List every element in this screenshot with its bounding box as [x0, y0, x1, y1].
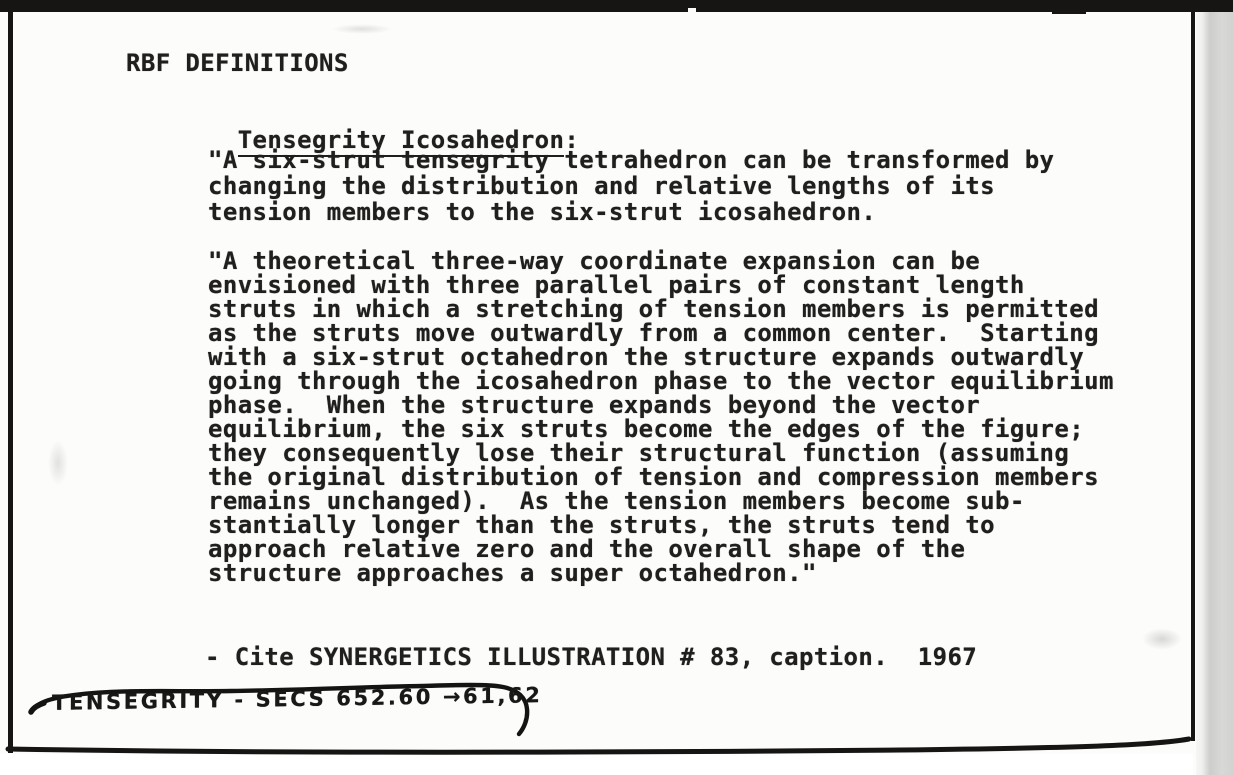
scan-margin [0, 754, 1193, 775]
citation-line: - Cite SYNERGETICS ILLUSTRATION # 83, caption. 1967 [205, 643, 978, 671]
section-title-underlined-text: Tensegrity Icosahedron [238, 126, 565, 157]
page-edge-shadow [1196, 0, 1233, 775]
handwritten-annotation: TENSEGRITY - SECS 652.60 →61,62 [52, 683, 543, 715]
section-title-colon: : [564, 126, 580, 154]
body-paragraph-1: "A six-strut tensegrity tetrahedron can be transformed by changing the distribution and relative lengths of its tension members to the six-strut icosahedron. [208, 146, 1055, 226]
body-paragraph-2: "A theoretical three-way coordinate expansion can be envisioned with three parallel pairs of constant length struts in which a stretching of tension members is permitted as the struts move outwardly from a common center. Starting with a six-strut octahedron the structure expands outwardly going through the icosahedron phase to the vector equilibrium phase. When the structure expands beyond the vector equilibrium, the six struts become the edges of the figure; they consequently lose their structural function (assuming the original distribution of tension and compression members remains unchanged). As the tension members become sub- stantially longer than the struts, the struts tend to approach relative zero and the overall shape of the structure approaches a super octahedron." [208, 247, 1114, 587]
document-title: RBF DEFINITIONS [126, 49, 349, 77]
